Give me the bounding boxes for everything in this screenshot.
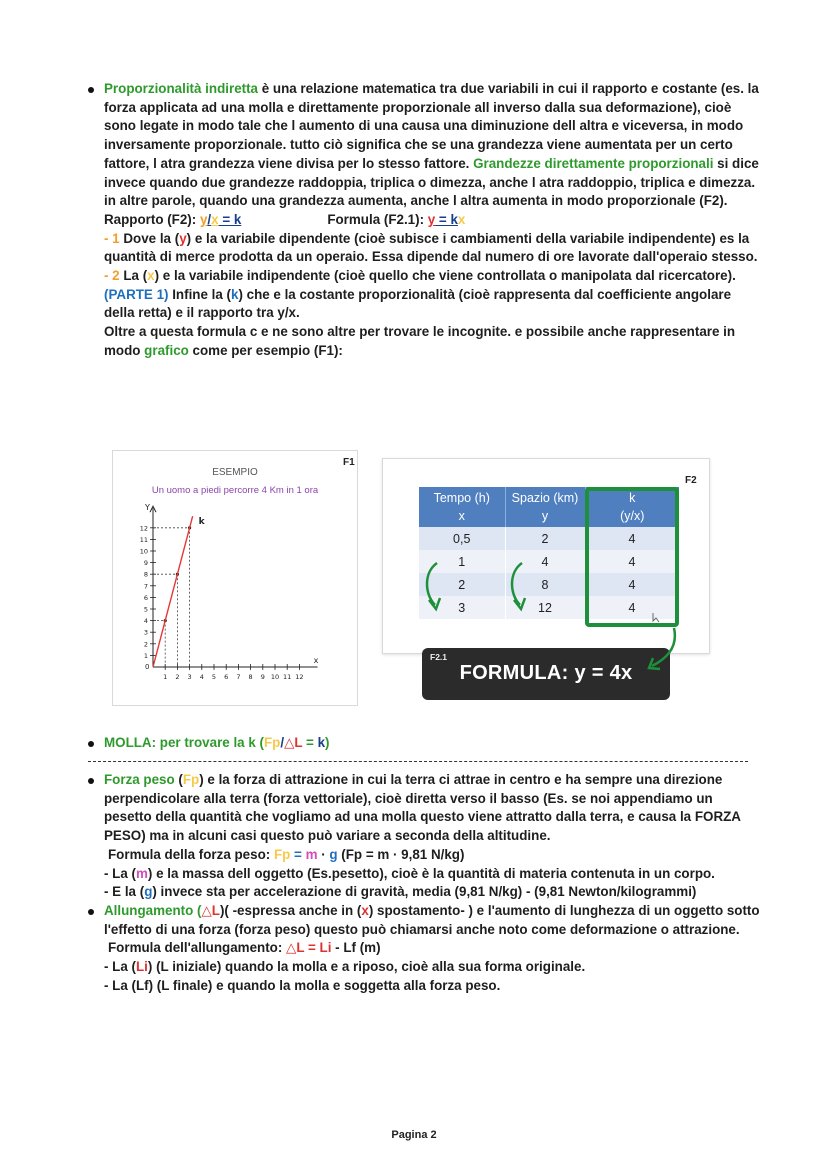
- table-cell: 3: [419, 596, 505, 619]
- rapporto-slash: /: [207, 211, 212, 227]
- cursor-icon: [653, 613, 659, 622]
- text: - E la (: [104, 884, 145, 900]
- var-li: Li: [136, 959, 148, 975]
- y-tick-label: 4: [143, 617, 148, 626]
- text: - La (: [104, 959, 136, 975]
- formula-box-label: F2.1: [430, 652, 448, 662]
- rapporto-k: = k: [218, 211, 242, 227]
- text: ): [325, 735, 330, 750]
- text: è una relazione matematica tra due variabili in cui il rapporto e costante (es. la forza applicata ad una molla e direttamente proporzionale all inverso dalla sua deformazione), cioè sono legate in modo tale che l aumento di una causa una diminuzione dell altra e viceversa, in modo inversamente proporzionale. tutto ciò significa che se una grandezza viene aumentata per un certo fattore, l atra grandezza viene divisa per lo stesso fattore.: [104, 81, 759, 171]
- rapporto-x: x: [211, 211, 219, 227]
- bullet-icon: [88, 741, 94, 747]
- series-label: k: [198, 517, 205, 528]
- bullet-icon: [88, 909, 94, 915]
- text: come per esempio (F1):: [188, 342, 343, 358]
- table-cell: 8: [505, 573, 585, 596]
- figure-f2: [382, 458, 710, 654]
- text: - La (: [104, 865, 136, 881]
- var-k: k: [317, 735, 326, 750]
- curved-arrow-icon: [512, 563, 522, 605]
- text: ) e la variabile indipendente (cioè quello che viene controllata o manipolata dal ricercatore).: [154, 268, 736, 284]
- x-tick-label: 2: [175, 673, 180, 681]
- term-allungamento: Allungamento: [104, 902, 194, 918]
- table-cell: 12: [505, 596, 585, 619]
- forza-formula: [104, 846, 760, 865]
- figure-f1: [112, 450, 358, 706]
- var-g: g: [329, 846, 338, 862]
- rapporto-line: [104, 211, 760, 230]
- section-proporzionalita: [88, 80, 760, 361]
- text: ·: [317, 846, 330, 862]
- list-item: [88, 80, 760, 361]
- text: (Fp = m · 9,81 N/kg): [337, 846, 465, 862]
- bullet-icon: [88, 778, 94, 784]
- text: si dice invece quando due grandezze raddoppia, triplica o dimezza, anche l atra raddoppio, triplica e dimezza. in altre parole, quando una grandezza aumenta, anche l altra aumenta in modo proporzionale (F2).: [104, 155, 759, 209]
- chart-title: ESEMPIO: [212, 467, 258, 478]
- section-molla: [88, 734, 760, 753]
- formula-eqk: = k: [435, 211, 458, 227]
- var-li: Li: [319, 940, 332, 956]
- text: Formula dell'allungamento:: [108, 940, 287, 956]
- header-k-bottom: (y/x): [620, 509, 645, 523]
- formula-label: Formula (F2.1):: [327, 211, 428, 227]
- formula-text: FORMULA: y = 4x: [459, 662, 633, 684]
- y-tick-label: 1: [143, 651, 148, 660]
- allung-formula: [104, 939, 760, 958]
- forza-m: [104, 865, 760, 884]
- y-tick-label: 5: [143, 605, 148, 614]
- table-cell: 4: [585, 527, 679, 550]
- var-g: g: [144, 884, 153, 900]
- x-tick-label: 3: [187, 673, 192, 681]
- figures-row: [112, 450, 712, 710]
- text: /: [280, 735, 285, 750]
- table-cell: 2: [505, 527, 585, 550]
- allung-lf: - La (Lf) (L finale) e quando la molla e soggetta alla forza peso.: [104, 977, 501, 993]
- x-tick-label: 8: [248, 673, 253, 681]
- table-cell: 2: [419, 573, 505, 596]
- text: =: [290, 846, 306, 862]
- item-2: [104, 267, 760, 286]
- text: )( -espressa anche in (: [219, 902, 362, 918]
- divider: [88, 761, 748, 762]
- text: ) e la variabile dipendente (cioè subisce i cambiamenti della variabile indipendente) es la quantità di merce prodotta da un operaio. Essa dipende dal numero di ore lavorate dall'operaio stesso.: [104, 230, 758, 265]
- curved-arrow-icon: [427, 563, 437, 605]
- term-proporzionalita-indiretta: Proporzionalità indiretta: [104, 81, 259, 96]
- x-tick-label: 12: [295, 673, 304, 681]
- var-fp: Fp: [182, 772, 200, 787]
- bullet-icon: [88, 87, 94, 93]
- text: La (: [119, 268, 148, 284]
- formula-box: [422, 648, 670, 700]
- text: Infine la (: [168, 286, 231, 302]
- table-arrows: [383, 459, 711, 655]
- item-2-num: - 2: [104, 268, 120, 284]
- paragraph-proporzionalita: [104, 80, 760, 211]
- y-tick-label: 2: [143, 640, 148, 649]
- term-grafico: grafico: [144, 342, 189, 358]
- section-forza-peso: [88, 771, 760, 995]
- list-item: [88, 771, 760, 902]
- formula-y: y: [427, 211, 436, 227]
- var-delta-l: △L: [201, 902, 220, 918]
- y-tick-label: 12: [139, 524, 148, 533]
- x-tick-label: 9: [260, 673, 265, 681]
- header-tempo-bottom: x: [458, 509, 465, 523]
- text: (: [174, 772, 183, 787]
- var-fp: Fp: [273, 846, 291, 862]
- text: ) e la forza di attrazione in cui la terra ci attrae in centro e ha sempre una direzione perpendicolare alla terra (forza vettoriale), cioè diretta verso il basso (Es. se noi appendiamo un pesetto della quantità che vogliamo ad una molla questo viene attratto dalla terra, e causa la FORZA PESO) ma in alcuni casi questo può variare a seconda della altitudine.: [104, 772, 741, 844]
- header-spazio-bottom: y: [541, 509, 549, 523]
- term-grandezze-proporzionali: Grandezze direttamente proporzionali: [473, 155, 714, 171]
- x-tick-label: 6: [224, 673, 229, 681]
- var-y: y: [179, 230, 187, 246]
- y-tick-label: 7: [143, 582, 148, 591]
- table-cell: 4: [585, 596, 679, 619]
- y-tick-label: 6: [143, 593, 148, 602]
- origin-label: 0: [145, 663, 150, 671]
- forza-paragraph: [104, 771, 760, 846]
- x-tick-label: 4: [199, 673, 204, 681]
- x-tick-label: 1: [163, 673, 168, 681]
- y-tick-label: 10: [139, 547, 148, 556]
- figure-f2-label: F2: [685, 475, 697, 486]
- text: ) invece sta per accelerazione di gravità, media (9,81 N/kg) - (9,81 Newton/kilogrammi): [152, 884, 697, 900]
- item-1-num: - 1: [104, 230, 120, 246]
- var-m: m: [305, 846, 318, 862]
- x-tick-label: 11: [283, 673, 292, 681]
- var-delta-l: △L: [284, 735, 303, 750]
- text: (: [193, 902, 202, 918]
- header-tempo-top: Tempo (h): [433, 491, 490, 505]
- text: ) spostamento- ) e l'aumento di lunghezza di un oggetto sotto l'effetto di una forza (forza peso) questo può chiamarsi anche noto come deformazione o attrazione.: [104, 902, 760, 937]
- x-tick-label: 10: [270, 673, 280, 681]
- chart-f1: [113, 451, 359, 707]
- list-item: [88, 734, 760, 753]
- parte-label: (PARTE 1): [104, 286, 169, 302]
- table-cell: 0,5: [419, 527, 505, 550]
- parte-1: [104, 286, 760, 323]
- outro: [104, 323, 760, 360]
- x-tick-label: 7: [236, 673, 241, 681]
- text: =: [302, 735, 318, 750]
- text: Oltre a questa formula c e ne sono altre per trovare le incognite. e possibile anche rappresentare in modo: [104, 324, 736, 358]
- text: - Lf (m): [331, 940, 381, 956]
- text: Dove la (: [119, 230, 180, 246]
- list-item: [88, 902, 760, 996]
- rapporto-label: Rapporto (F2):: [104, 211, 200, 227]
- y-tick-label: 9: [143, 559, 148, 568]
- text: ) che e la costante proporzionalità (cioè rappresenta dal coefficiente angolare della retta) e il rapporto tra y/x.: [104, 286, 732, 321]
- header-spazio-top: Spazio (km): [511, 491, 579, 505]
- text: ) e la massa dell oggetto (Es.pesetto), cioè è la quantità di materia contenuta in un corpo.: [147, 865, 715, 881]
- table-cell: 1: [419, 550, 505, 573]
- series-line: [153, 516, 193, 667]
- var-x: x: [361, 902, 369, 918]
- term-forza-peso: Forza peso: [104, 772, 175, 787]
- table-cell: 4: [505, 550, 585, 573]
- figure-f1-label: F1: [343, 457, 355, 468]
- text: =: [304, 940, 320, 956]
- table-cell: 4: [585, 573, 679, 596]
- rapporto-y: y: [199, 211, 208, 227]
- x-tick-label: 5: [211, 673, 217, 681]
- var-x: x: [147, 268, 155, 284]
- var-fp: Fp: [263, 735, 281, 750]
- header-k-top: k: [629, 491, 636, 505]
- forza-g: [104, 883, 784, 902]
- molla-line: [104, 734, 760, 753]
- y-tick-label: 8: [143, 570, 148, 579]
- chart-subtitle: Un uomo a piedi percorre 4 Km in 1 ora: [151, 485, 319, 496]
- x-axis-label: x: [313, 656, 319, 665]
- text: Formula della forza peso:: [108, 846, 274, 862]
- text: ) (L iniziale) quando la molla e a riposo, cioè alla sua forma originale.: [147, 959, 586, 975]
- allung-paragraph: [104, 902, 760, 939]
- y-tick-label: 3: [143, 628, 148, 637]
- allung-li: [104, 958, 760, 977]
- page-number: Pagina 2: [391, 1129, 437, 1141]
- table-cell: 4: [585, 550, 679, 573]
- text: MOLLA: per trovare la k (: [104, 735, 264, 750]
- var-delta-l: △L: [286, 940, 305, 956]
- y-tick-label: 11: [139, 535, 148, 544]
- y-axis-label: Y: [145, 503, 150, 513]
- formula-x: x: [457, 211, 466, 227]
- var-m: m: [136, 865, 148, 881]
- item-1: [104, 230, 760, 267]
- var-k: k: [230, 286, 239, 302]
